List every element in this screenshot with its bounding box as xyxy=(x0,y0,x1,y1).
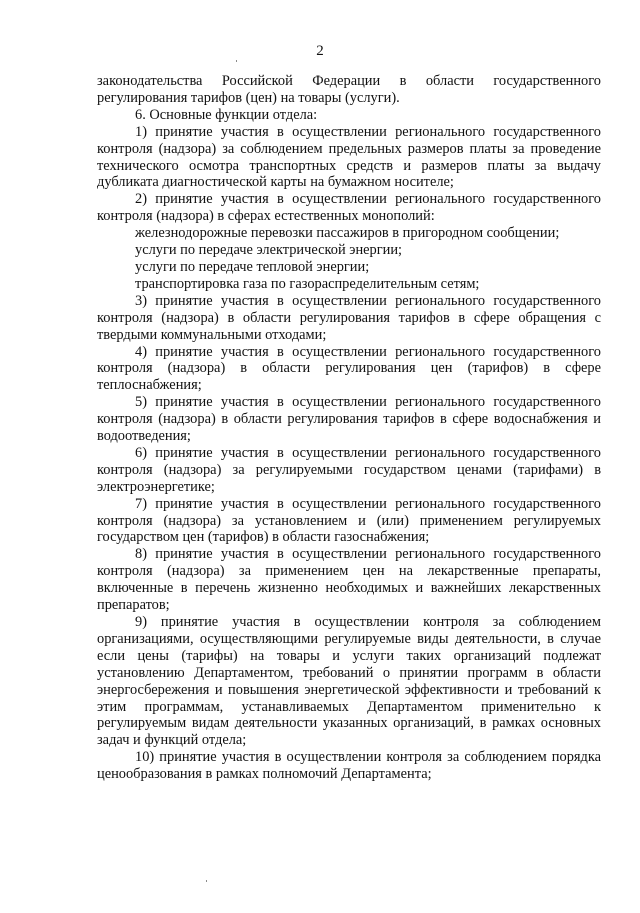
paragraph-item-2-sub-2: услуги по передаче электрической энергии; xyxy=(135,242,403,259)
paragraph-item-5: 5) принятие участия в осуществлении регионального государственного контроля (надзора) в области регулирования тарифов в сфере водоснабжения и водоотведения; xyxy=(97,394,601,445)
paragraph-item-1: 1) принятие участия в осуществлении регионального государственного контроля (надзора) за соблюдением предельных размеров платы за проведение технического осмотра транспортных средств и размеров платы за выдачу дубликата диагностической карты на бумажном носителе; xyxy=(97,123,601,191)
paragraph-item-8: 8) принятие участия в осуществлении регионального государственного контроля (надзора) за применением цен на лекарственные препараты, включенные в перечень жизненно необходимых и важнейших лекарственных препаратов; xyxy=(97,546,601,614)
document-body xyxy=(97,73,601,783)
scan-speck xyxy=(236,60,237,62)
paragraph-item-6: 6) принятие участия в осуществлении регионального государственного контроля (надзора) за регулируемыми государством ценами (тарифами) в электроэнергетике; xyxy=(97,444,601,495)
paragraph-item-3: 3) принятие участия в осуществлении регионального государственного контроля (надзора) в области регулирования тарифов в сфере обращения с твердыми коммунальными отходами; xyxy=(97,292,601,343)
page-number: 2 xyxy=(316,43,324,59)
paragraph-item-2-sub-4: транспортировка газа по газораспределительным сетям; xyxy=(135,275,480,292)
paragraph-item-2-sub-3: услуги по передаче тепловой энергии; xyxy=(135,258,370,275)
scan-speck xyxy=(206,880,207,882)
paragraph-item-7: 7) принятие участия в осуществлении регионального государственного контроля (надзора) за установлением и (или) применением регулируемых государством цен (тарифов) в области газоснабжения; xyxy=(97,495,601,546)
paragraph-section-6-heading: 6. Основные функции отдела: xyxy=(135,106,318,123)
paragraph-item-2: 2) принятие участия в осуществлении регионального государственного контроля (надзора) в сферах естественных монополий: xyxy=(97,191,601,225)
paragraph-item-2-sub-1: железнодорожные перевозки пассажиров в пригородном сообщении; xyxy=(135,225,560,242)
paragraph-item-10: 10) принятие участия в осуществлении контроля за соблюдением порядка ценообразования в рамках полномочий Департамента; xyxy=(97,749,601,783)
paragraph-item-9: 9) принятие участия в осуществлении контроля за соблюдением организациями, осуществляющими регулируемые виды деятельности, в случае если цены (тарифы) на товары и услуги таких организаций подлежат установлению Департаментом, требований о принятии программ в области энергосбережения и повышения энергетической эффективности и требований к этим программам, устанавливаемых Департаментом применительно к регулируемым видам деятельности указанных организаций, в рамках основных задач и функций отдела; xyxy=(97,614,601,749)
paragraph-item-4: 4) принятие участия в осуществлении регионального государственного контроля (надзора) в области регулирования цен (тарифов) в сфере теплоснабжения; xyxy=(97,343,601,394)
paragraph-continuation: законодательства Российской Федерации в области государственного регулирования тарифов (цен) на товары (услуги). xyxy=(97,73,601,106)
